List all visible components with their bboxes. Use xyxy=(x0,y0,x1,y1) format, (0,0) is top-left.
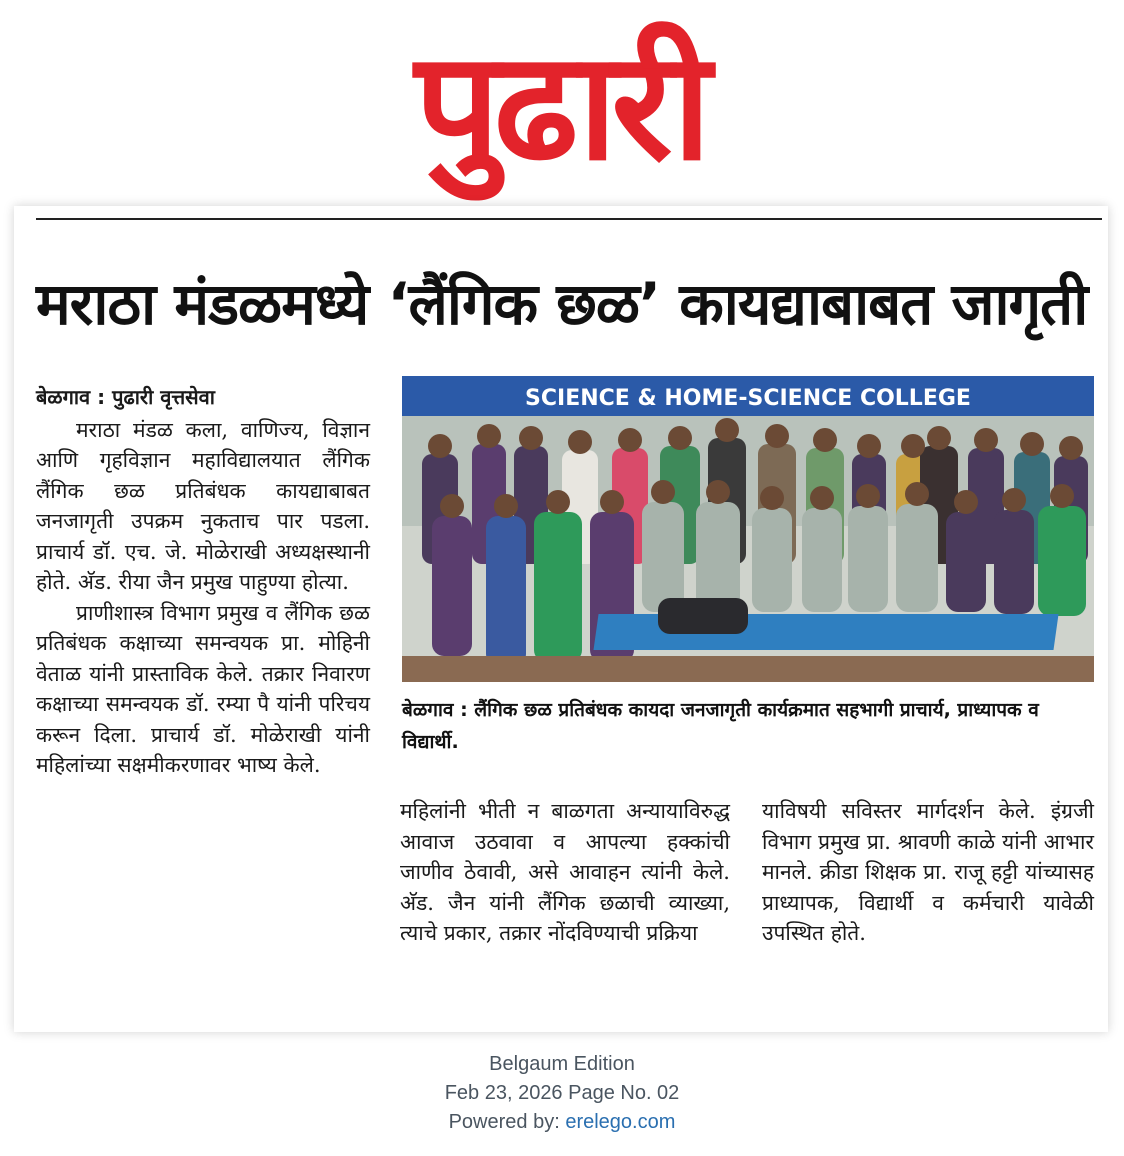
masthead xyxy=(0,0,1124,200)
photo-banner-text: SCIENCE & HOME-SCIENCE COLLEGE xyxy=(525,386,971,411)
edition-date-page: Feb 23, 2026 Page No. 02 xyxy=(444,1082,680,1104)
article-column-2 xyxy=(400,796,730,949)
article-paragraph: प्राणीशास्त्र विभाग प्रमुख व लैंगिक छळ प्रतिबंधक कक्षाच्या समन्वयक प्रा. मोहिनी वेताळ यांनी प्रास्ताविक केले. तक्रार निवारण कक्षाच्या समन्वयक डॉ. रम्या पै यांनी परिचय करून दिला. प्राचार्य डॉ. मोळेराखी यांनी महिलांच्या सक्षमीकरणावर भाष्य केले. xyxy=(36,600,370,777)
group-photo xyxy=(402,376,1094,682)
news-clipping xyxy=(14,206,1108,1032)
edition-footer xyxy=(0,1050,1124,1137)
top-rule xyxy=(36,218,1102,220)
article-paragraph: महिलांनी भीती न बाळगता अन्यायाविरुद्ध आवाज उठवावा व आपल्या हक्कांची जाणीव ठेवावी, असे आवाहन त्यांनी केले. अ‍ॅड. जैन यांनी लैंगिक छळाची व्याख्या, त्याचे प्रकार, तक्रार नोंदविण्याची प्रक्रिया xyxy=(400,799,730,945)
article-dateline: बेळगाव : पुढारी वृत्तसेवा xyxy=(36,385,215,409)
powered-by xyxy=(0,1108,1124,1137)
article-paragraph: मराठा मंडळ कला, वाणिज्य, विज्ञान आणि गृहविज्ञान महाविद्यालयात लैंगिक लैंगिक छळ प्रतिबंधक कायद्याबाबत जनजागृती उपक्रम नुकताच पार पडला. प्राचार्य डॉ. एच. जे. मोळेराखी अध्यक्षस्थानी होते. अ‍ॅड. रीया जैन प्रमुख पाहुण्या होत्या. xyxy=(36,417,370,594)
article-column-1 xyxy=(36,382,370,781)
edition-name: Belgaum Edition xyxy=(489,1053,635,1075)
erelego-link[interactable]: erelego.com xyxy=(565,1111,676,1133)
powered-by-label: Powered by: xyxy=(448,1111,566,1133)
newspaper-logo: पुढारी xyxy=(414,20,706,194)
article-column-3 xyxy=(762,796,1094,949)
article-headline: मराठा मंडळमध्ये ‘लैंगिक छळ’ कायद्याबाबत जागृती xyxy=(36,270,1088,338)
group-photo-image xyxy=(402,376,1094,682)
article-paragraph: याविषयी सविस्तर मार्गदर्शन केले. इंग्रजी विभाग प्रमुख प्रा. श्रावणी काळे यांनी आभार मानले. क्रीडा शिक्षक प्रा. राजू हट्टी यांच्यासह प्राध्यापक, विद्यार्थी व कर्मचारी यावेळी उपस्थित होते. xyxy=(762,799,1094,945)
photo-caption: बेळगाव : लैंगिक छळ प्रतिबंधक कायदा जनजागृती कार्यक्रमात सहभागी प्राचार्य, प्राध्यापक व विद्यार्थी. xyxy=(402,699,1039,753)
